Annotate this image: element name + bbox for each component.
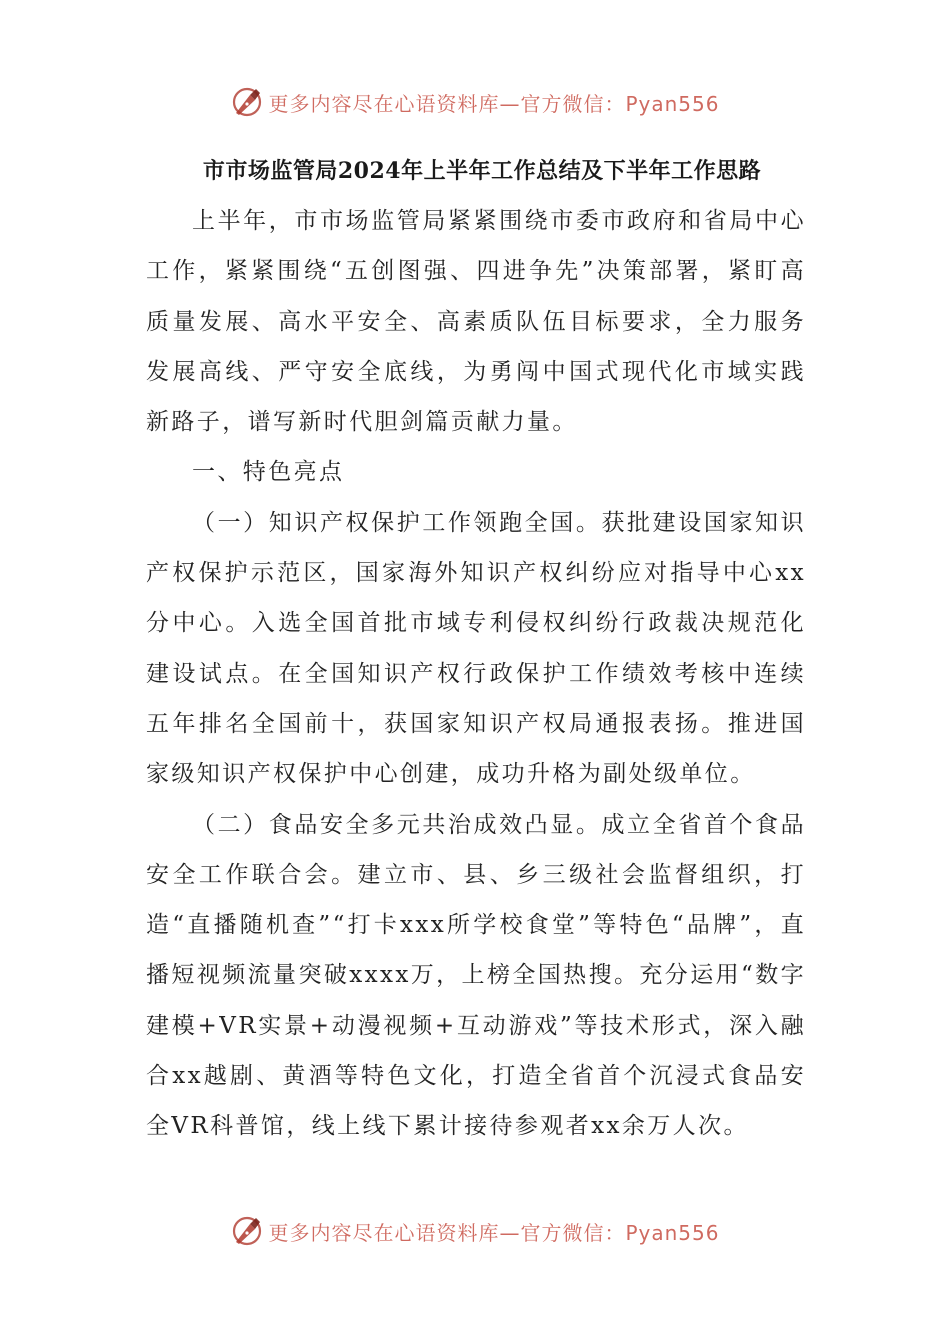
document-title: 市市场监管局2024年上半年工作总结及下半年工作思路 (202, 158, 762, 184)
footer-banner (0, 1209, 950, 1253)
footer-banner-text: 更多内容尽在心语资料库—官方微信：Pyan556 (268, 1220, 720, 1245)
paragraph-food-safety: （二）食品安全多元共治成效凸显。成立全省首个食品安全工作联合会。建立市、县、乡三级社会监督组织，打造“直播随机查”“打卡xxx所学校食堂”等特色“品牌”，直播短视频流量突破xxxx万，上榜全国热搜。充分运用“数字建模+VR实景+动漫视频+互动游戏”等技术形式，深入融合xx越剧、黄酒等特色文化，打造全省首个沉浸式食品安全VR科普馆，线上线下累计接待参观者xx余万人次。 (146, 811, 806, 1140)
pen-nib-logo-icon (230, 1214, 264, 1248)
header-banner (0, 80, 950, 124)
paragraph-ip-protection: （一）知识产权保护工作领跑全国。获批建设国家知识产权保护示范区，国家海外知识产权纠纷应对指导中心xx分中心。入选全国首批市域专利侵权纠纷行政裁决规范化建设试点。在全国知识产权行政保护工作绩效考核中连续五年排名全国前十，获国家知识产权局通报表扬。推进国家级知识产权保护中心创建，成功升格为副处级单位。 (146, 509, 806, 788)
paragraph-intro: 上半年，市市场监管局紧紧围绕市委市政府和省局中心工作，紧紧围绕“五创图强、四进争先”决策部署，紧盯高质量发展、高水平安全、高素质队伍目标要求，全力服务发展高线、严守安全底线，为勇闯中国式现代化市域实践新路子，谱写新时代胆剑篇贡献力量。 (146, 208, 806, 436)
header-banner-text: 更多内容尽在心语资料库—官方微信：Pyan556 (268, 91, 720, 116)
pen-nib-logo-icon (230, 85, 264, 119)
section-heading: 一、特色亮点 (192, 459, 345, 486)
document-body (146, 146, 806, 1152)
